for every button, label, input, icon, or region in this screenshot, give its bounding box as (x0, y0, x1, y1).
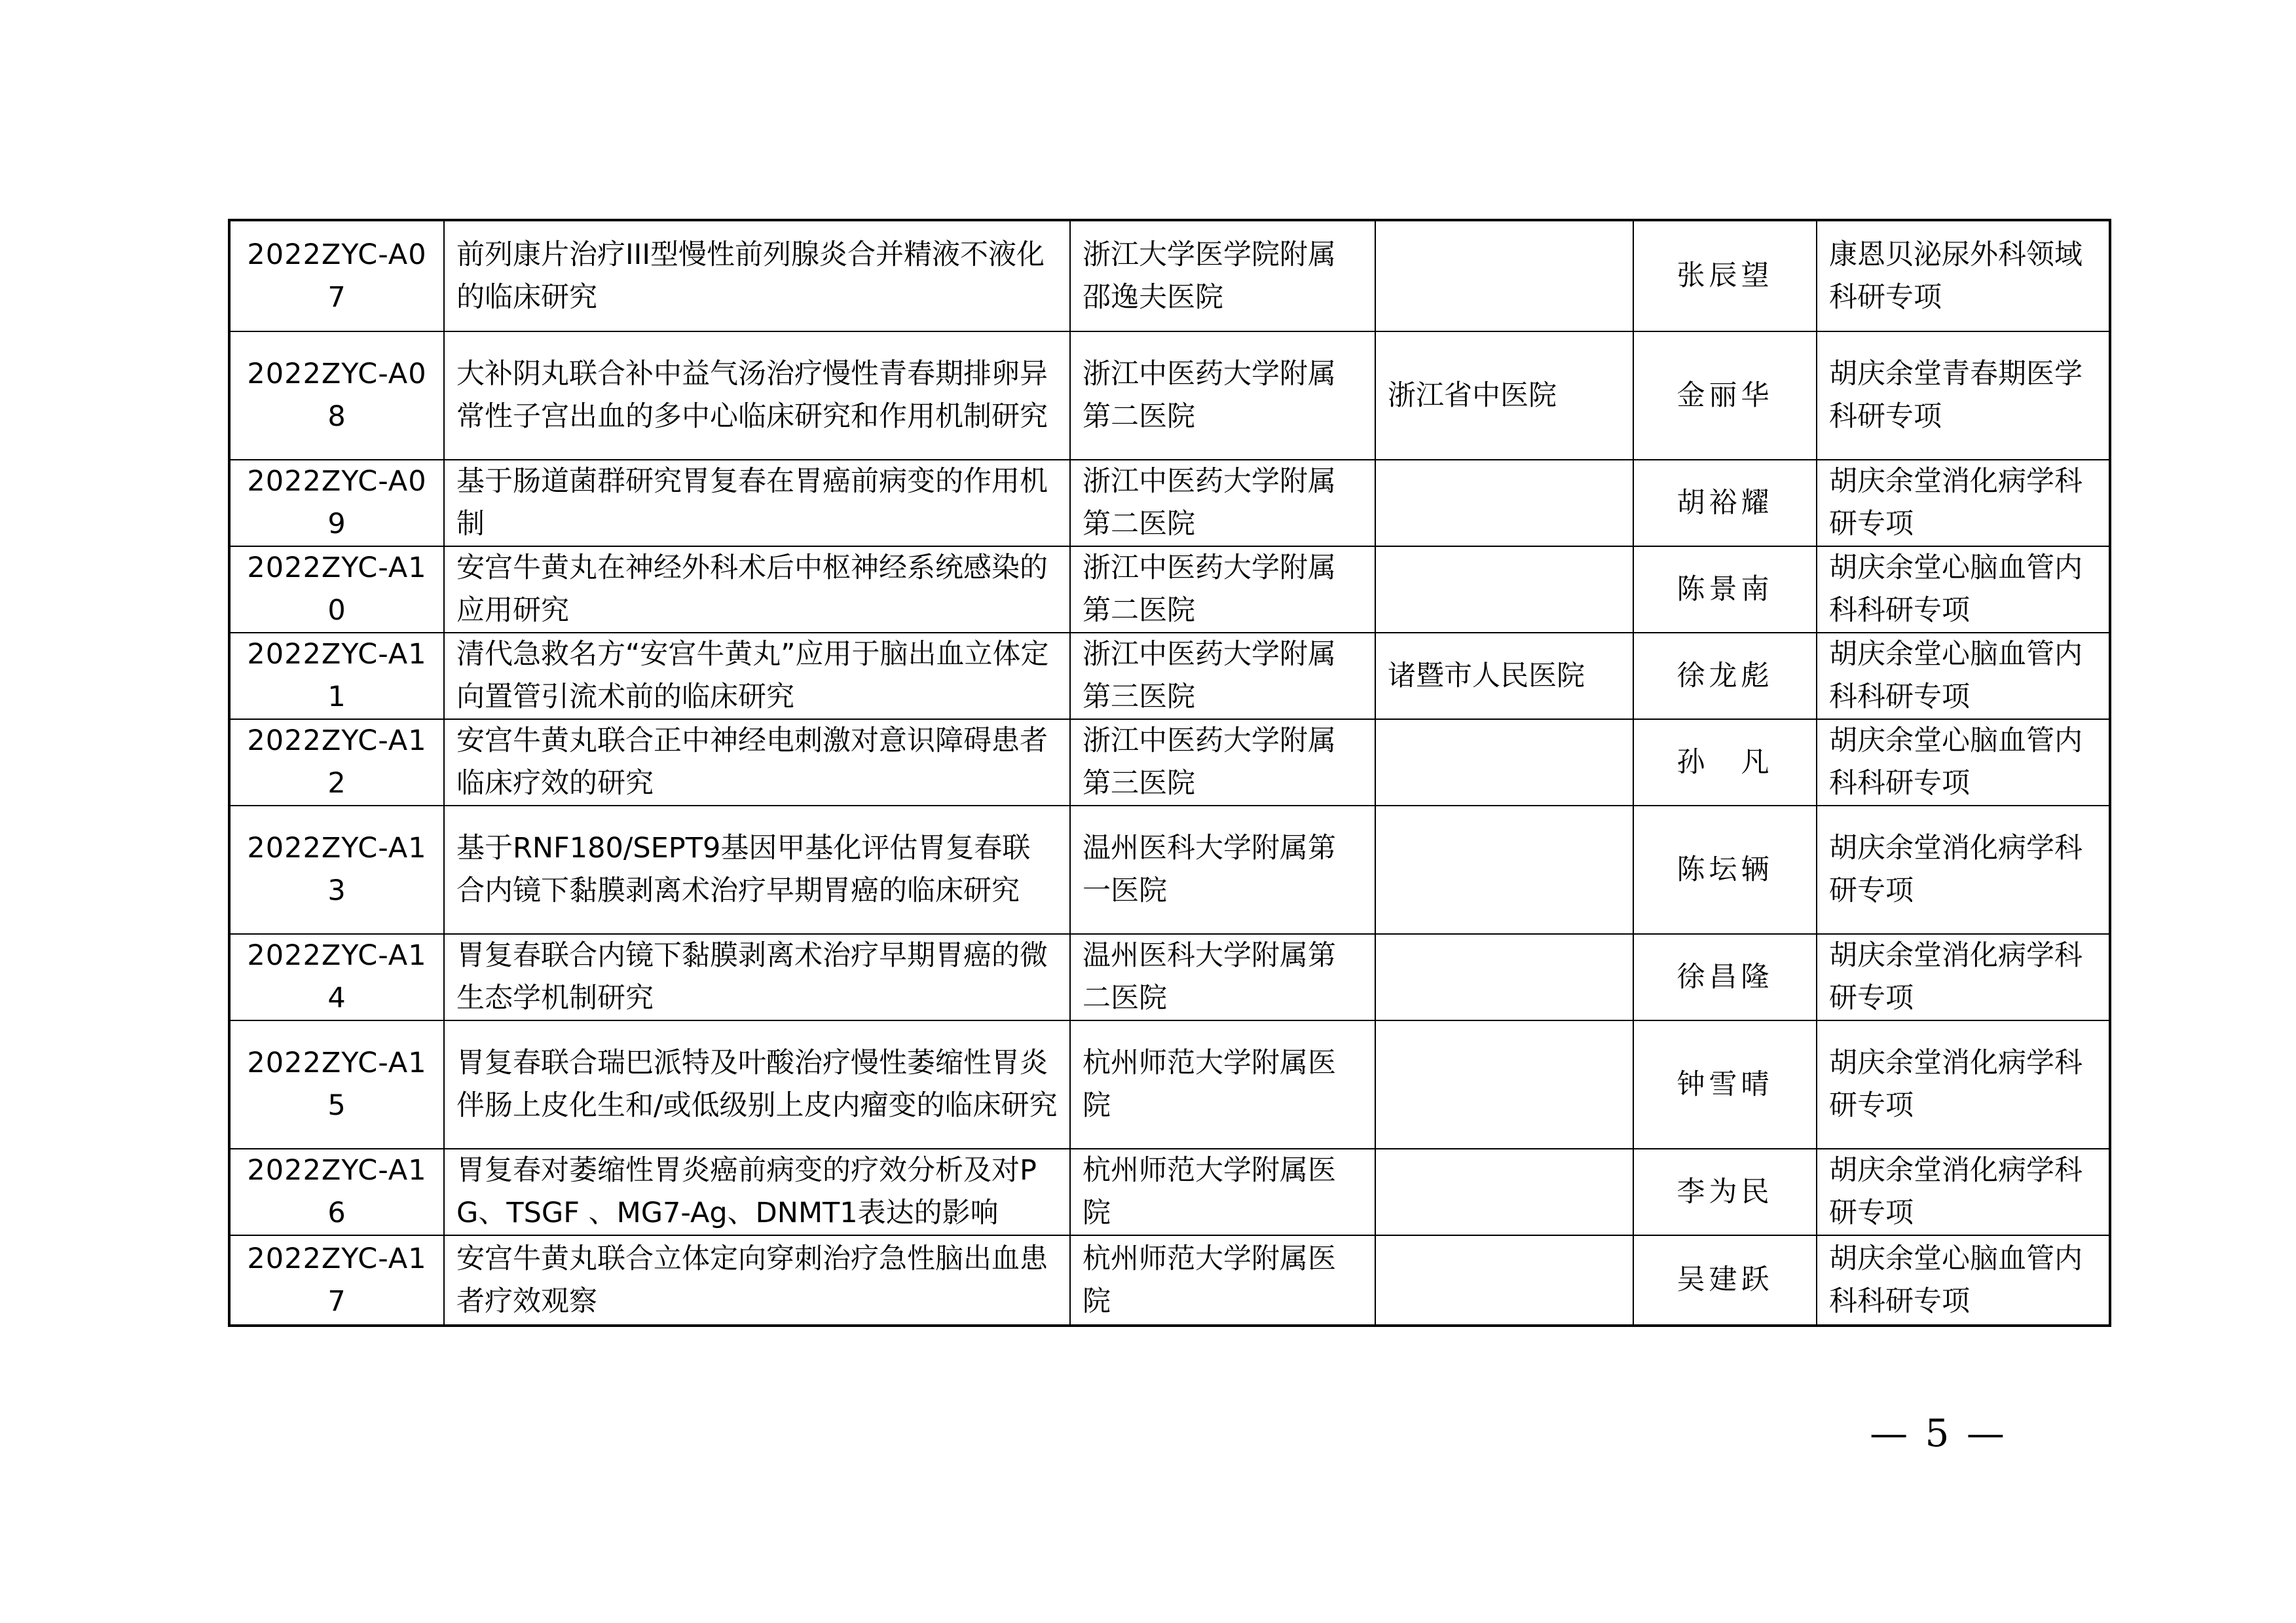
project-leader-cell: 钟雪晴 (1633, 1020, 1817, 1149)
project-title-cell: 前列康片治疗III型慢性前列腺炎合并精液不液化的临床研究 (444, 220, 1070, 331)
project-code-cell: 2022ZYC-A16 (229, 1149, 444, 1235)
cooperating-unit-cell (1375, 934, 1633, 1020)
cooperating-unit-cell: 诸暨市人民医院 (1375, 633, 1633, 719)
project-code-cell: 2022ZYC-A17 (229, 1235, 444, 1326)
cooperating-unit-cell: 浙江省中医院 (1375, 331, 1633, 460)
cooperating-unit-cell (1375, 1020, 1633, 1149)
project-table (228, 219, 2111, 1327)
funding-program-cell: 胡庆余堂消化病学科研专项 (1817, 460, 2110, 546)
funding-program-cell: 胡庆余堂心脑血管内科科研专项 (1817, 1235, 2110, 1326)
project-title-cell: 基于RNF180/SEPT9基因甲基化评估胃复春联合内镜下黏膜剥离术治疗早期胃癌的临床研究 (444, 806, 1070, 934)
funding-program-cell: 胡庆余堂消化病学科研专项 (1817, 806, 2110, 934)
applicant-unit-cell: 温州医科大学附属第二医院 (1070, 934, 1375, 1020)
project-code-cell: 2022ZYC-A07 (229, 220, 444, 331)
project-leader-cell: 金丽华 (1633, 331, 1817, 460)
table-row (229, 1235, 2110, 1326)
project-title-cell: 安宫牛黄丸联合正中神经电刺激对意识障碍患者临床疗效的研究 (444, 719, 1070, 806)
project-leader-cell: 孙 凡 (1633, 719, 1817, 806)
cooperating-unit-cell (1375, 546, 1633, 633)
cooperating-unit-cell (1375, 806, 1633, 934)
project-title-cell: 胃复春联合瑞巴派特及叶酸治疗慢性萎缩性胃炎伴肠上皮化生和/或低级别上皮内瘤变的临床研究 (444, 1020, 1070, 1149)
project-code-cell: 2022ZYC-A13 (229, 806, 444, 934)
project-leader-cell: 徐龙彪 (1633, 633, 1817, 719)
cooperating-unit-cell (1375, 719, 1633, 806)
applicant-unit-cell: 杭州师范大学附属医院 (1070, 1149, 1375, 1235)
applicant-unit-cell: 浙江大学医学院附属邵逸夫医院 (1070, 220, 1375, 331)
table-row (229, 1020, 2110, 1149)
funding-program-cell: 胡庆余堂青春期医学科研专项 (1817, 331, 2110, 460)
project-leader-cell: 陈坛辆 (1633, 806, 1817, 934)
project-title-cell: 胃复春联合内镜下黏膜剥离术治疗早期胃癌的微生态学机制研究 (444, 934, 1070, 1020)
applicant-unit-cell: 杭州师范大学附属医院 (1070, 1235, 1375, 1326)
project-title-cell: 胃复春对萎缩性胃炎癌前病变的疗效分析及对PG、TSGF 、MG7-Ag、DNMT1表达的影响 (444, 1149, 1070, 1235)
table-row (229, 220, 2110, 331)
applicant-unit-cell: 浙江中医药大学附属第三医院 (1070, 633, 1375, 719)
table-row (229, 546, 2110, 633)
cooperating-unit-cell (1375, 1235, 1633, 1326)
applicant-unit-cell: 浙江中医药大学附属第二医院 (1070, 546, 1375, 633)
project-code-cell: 2022ZYC-A11 (229, 633, 444, 719)
project-code-cell: 2022ZYC-A15 (229, 1020, 444, 1149)
project-code-cell: 2022ZYC-A09 (229, 460, 444, 546)
project-title-cell: 安宫牛黄丸在神经外科术后中枢神经系统感染的应用研究 (444, 546, 1070, 633)
table-row (229, 1149, 2110, 1235)
page-number: — 5 — (1870, 1411, 2007, 1455)
project-leader-cell: 徐昌隆 (1633, 934, 1817, 1020)
funding-program-cell: 康恩贝泌尿外科领域科研专项 (1817, 220, 2110, 331)
funding-program-cell: 胡庆余堂消化病学科研专项 (1817, 1020, 2110, 1149)
project-code-cell: 2022ZYC-A14 (229, 934, 444, 1020)
cooperating-unit-cell (1375, 1149, 1633, 1235)
project-leader-cell: 陈景南 (1633, 546, 1817, 633)
project-title-cell: 基于肠道菌群研究胃复春在胃癌前病变的作用机制 (444, 460, 1070, 546)
applicant-unit-cell: 温州医科大学附属第一医院 (1070, 806, 1375, 934)
project-title-cell: 大补阴丸联合补中益气汤治疗慢性青春期排卵异常性子宫出血的多中心临床研究和作用机制研究 (444, 331, 1070, 460)
project-table-body (229, 220, 2110, 1326)
project-leader-cell: 吴建跃 (1633, 1235, 1817, 1326)
table-row (229, 719, 2110, 806)
table-row (229, 460, 2110, 546)
table-row (229, 331, 2110, 460)
project-leader-cell: 张辰望 (1633, 220, 1817, 331)
project-code-cell: 2022ZYC-A08 (229, 331, 444, 460)
cooperating-unit-cell (1375, 220, 1633, 331)
applicant-unit-cell: 杭州师范大学附属医院 (1070, 1020, 1375, 1149)
table-row (229, 633, 2110, 719)
project-title-cell: 安宫牛黄丸联合立体定向穿刺治疗急性脑出血患者疗效观察 (444, 1235, 1070, 1326)
funding-program-cell: 胡庆余堂消化病学科研专项 (1817, 1149, 2110, 1235)
project-leader-cell: 李为民 (1633, 1149, 1817, 1235)
cooperating-unit-cell (1375, 460, 1633, 546)
funding-program-cell: 胡庆余堂心脑血管内科科研专项 (1817, 546, 2110, 633)
project-code-cell: 2022ZYC-A10 (229, 546, 444, 633)
table-row (229, 806, 2110, 934)
funding-program-cell: 胡庆余堂心脑血管内科科研专项 (1817, 633, 2110, 719)
project-leader-cell: 胡裕耀 (1633, 460, 1817, 546)
table-row (229, 934, 2110, 1020)
applicant-unit-cell: 浙江中医药大学附属第二医院 (1070, 331, 1375, 460)
project-code-cell: 2022ZYC-A12 (229, 719, 444, 806)
funding-program-cell: 胡庆余堂心脑血管内科科研专项 (1817, 719, 2110, 806)
funding-program-cell: 胡庆余堂消化病学科研专项 (1817, 934, 2110, 1020)
project-title-cell: 清代急救名方“安宫牛黄丸”应用于脑出血立体定向置管引流术前的临床研究 (444, 633, 1070, 719)
applicant-unit-cell: 浙江中医药大学附属第二医院 (1070, 460, 1375, 546)
applicant-unit-cell: 浙江中医药大学附属第三医院 (1070, 719, 1375, 806)
